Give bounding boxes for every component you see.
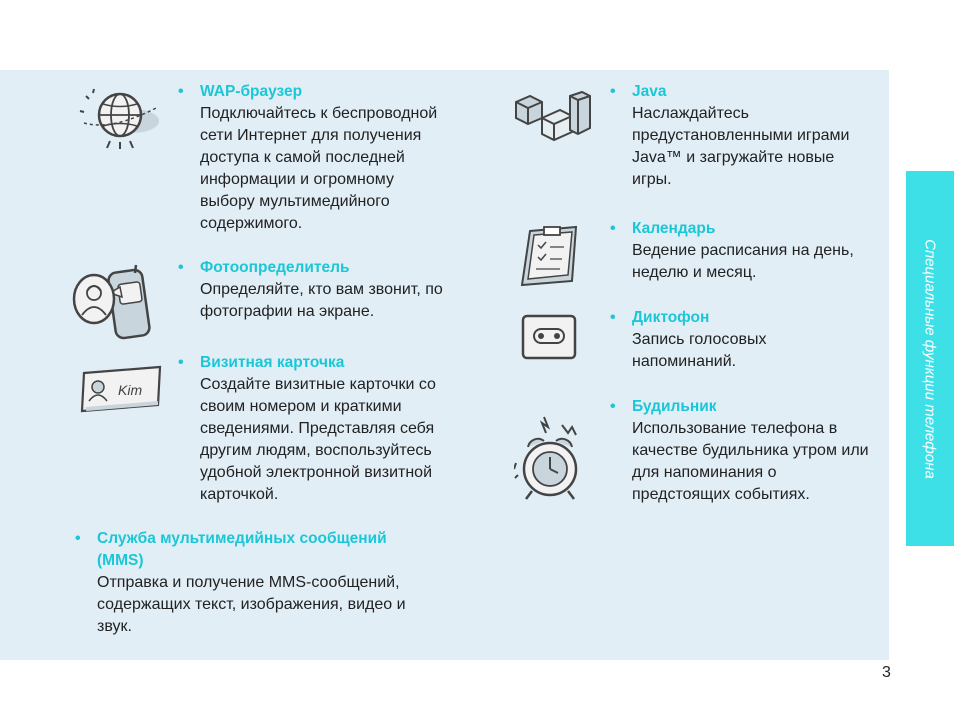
feature-alarm: [610, 396, 888, 506]
feature-business-card: [178, 352, 470, 506]
alarm-clock-icon: [514, 413, 584, 505]
blocks-icon: [512, 88, 592, 146]
clipboard-icon: [518, 225, 580, 287]
feature-description: Создайте визитные карточки со своим номером и краткими сведениями. Представляя себя другим людям, воспользуйтесь удобной электронной визитной карточкой.: [200, 376, 436, 503]
bullet: •: [178, 354, 184, 371]
side-tab-label: Специальные функции телефона: [921, 238, 939, 479]
cassette-icon: [520, 313, 578, 361]
bullet: •: [75, 530, 81, 547]
feature-title: Визитная карточка: [200, 354, 345, 371]
feature-title: Будильник: [632, 398, 717, 415]
feature-description: Определяйте, кто вам звонит, по фотографии на экране.: [200, 281, 443, 320]
feature-title: Календарь: [632, 220, 716, 237]
feature-title: Диктофон: [632, 309, 710, 326]
bullet: •: [610, 309, 616, 326]
feature-title: Java: [632, 83, 667, 100]
bullet: •: [610, 398, 616, 415]
feature-title: WAP-браузер: [200, 83, 303, 100]
globe-icon: [72, 85, 164, 151]
feature-title: Фотоопределитель: [200, 259, 350, 276]
bullet: •: [610, 83, 616, 100]
side-tab[interactable]: [906, 171, 954, 546]
feature-description: Отправка и получение MMS-сообщений, содержащих текст, изображения, видео и звук.: [97, 574, 406, 635]
business-card-icon: [78, 365, 164, 415]
feature-calendar: [610, 218, 882, 284]
feature-photo-id: [178, 257, 470, 323]
feature-description: Использование телефона в качестве будильника утром или для напоминания о предстоящих событиях.: [632, 420, 869, 503]
feature-description: Наслаждайтесь предустановленными играми Java™ и загружайте новые игры.: [632, 105, 850, 188]
phone-photo-icon: [72, 263, 154, 341]
page-number: 3: [882, 664, 891, 681]
feature-java: [610, 81, 882, 191]
bullet: •: [178, 259, 184, 276]
business-card-text: Kim: [118, 382, 143, 398]
feature-wap: [178, 81, 470, 235]
feature-title: Служба мультимедийных сообщений (MMS): [97, 530, 387, 569]
feature-description: Подключайтесь к беспроводной сети Интернет для получения доступа к самой последней информации и огромному выбору мультимедийного содержимого.: [200, 105, 438, 232]
feature-recorder: [610, 307, 882, 373]
bullet: •: [610, 220, 616, 237]
bullet: •: [178, 83, 184, 100]
feature-mms: [75, 528, 457, 638]
feature-description: Ведение расписания на день, неделю и месяц.: [632, 242, 854, 281]
feature-description: Запись голосовых напоминаний.: [632, 331, 767, 370]
